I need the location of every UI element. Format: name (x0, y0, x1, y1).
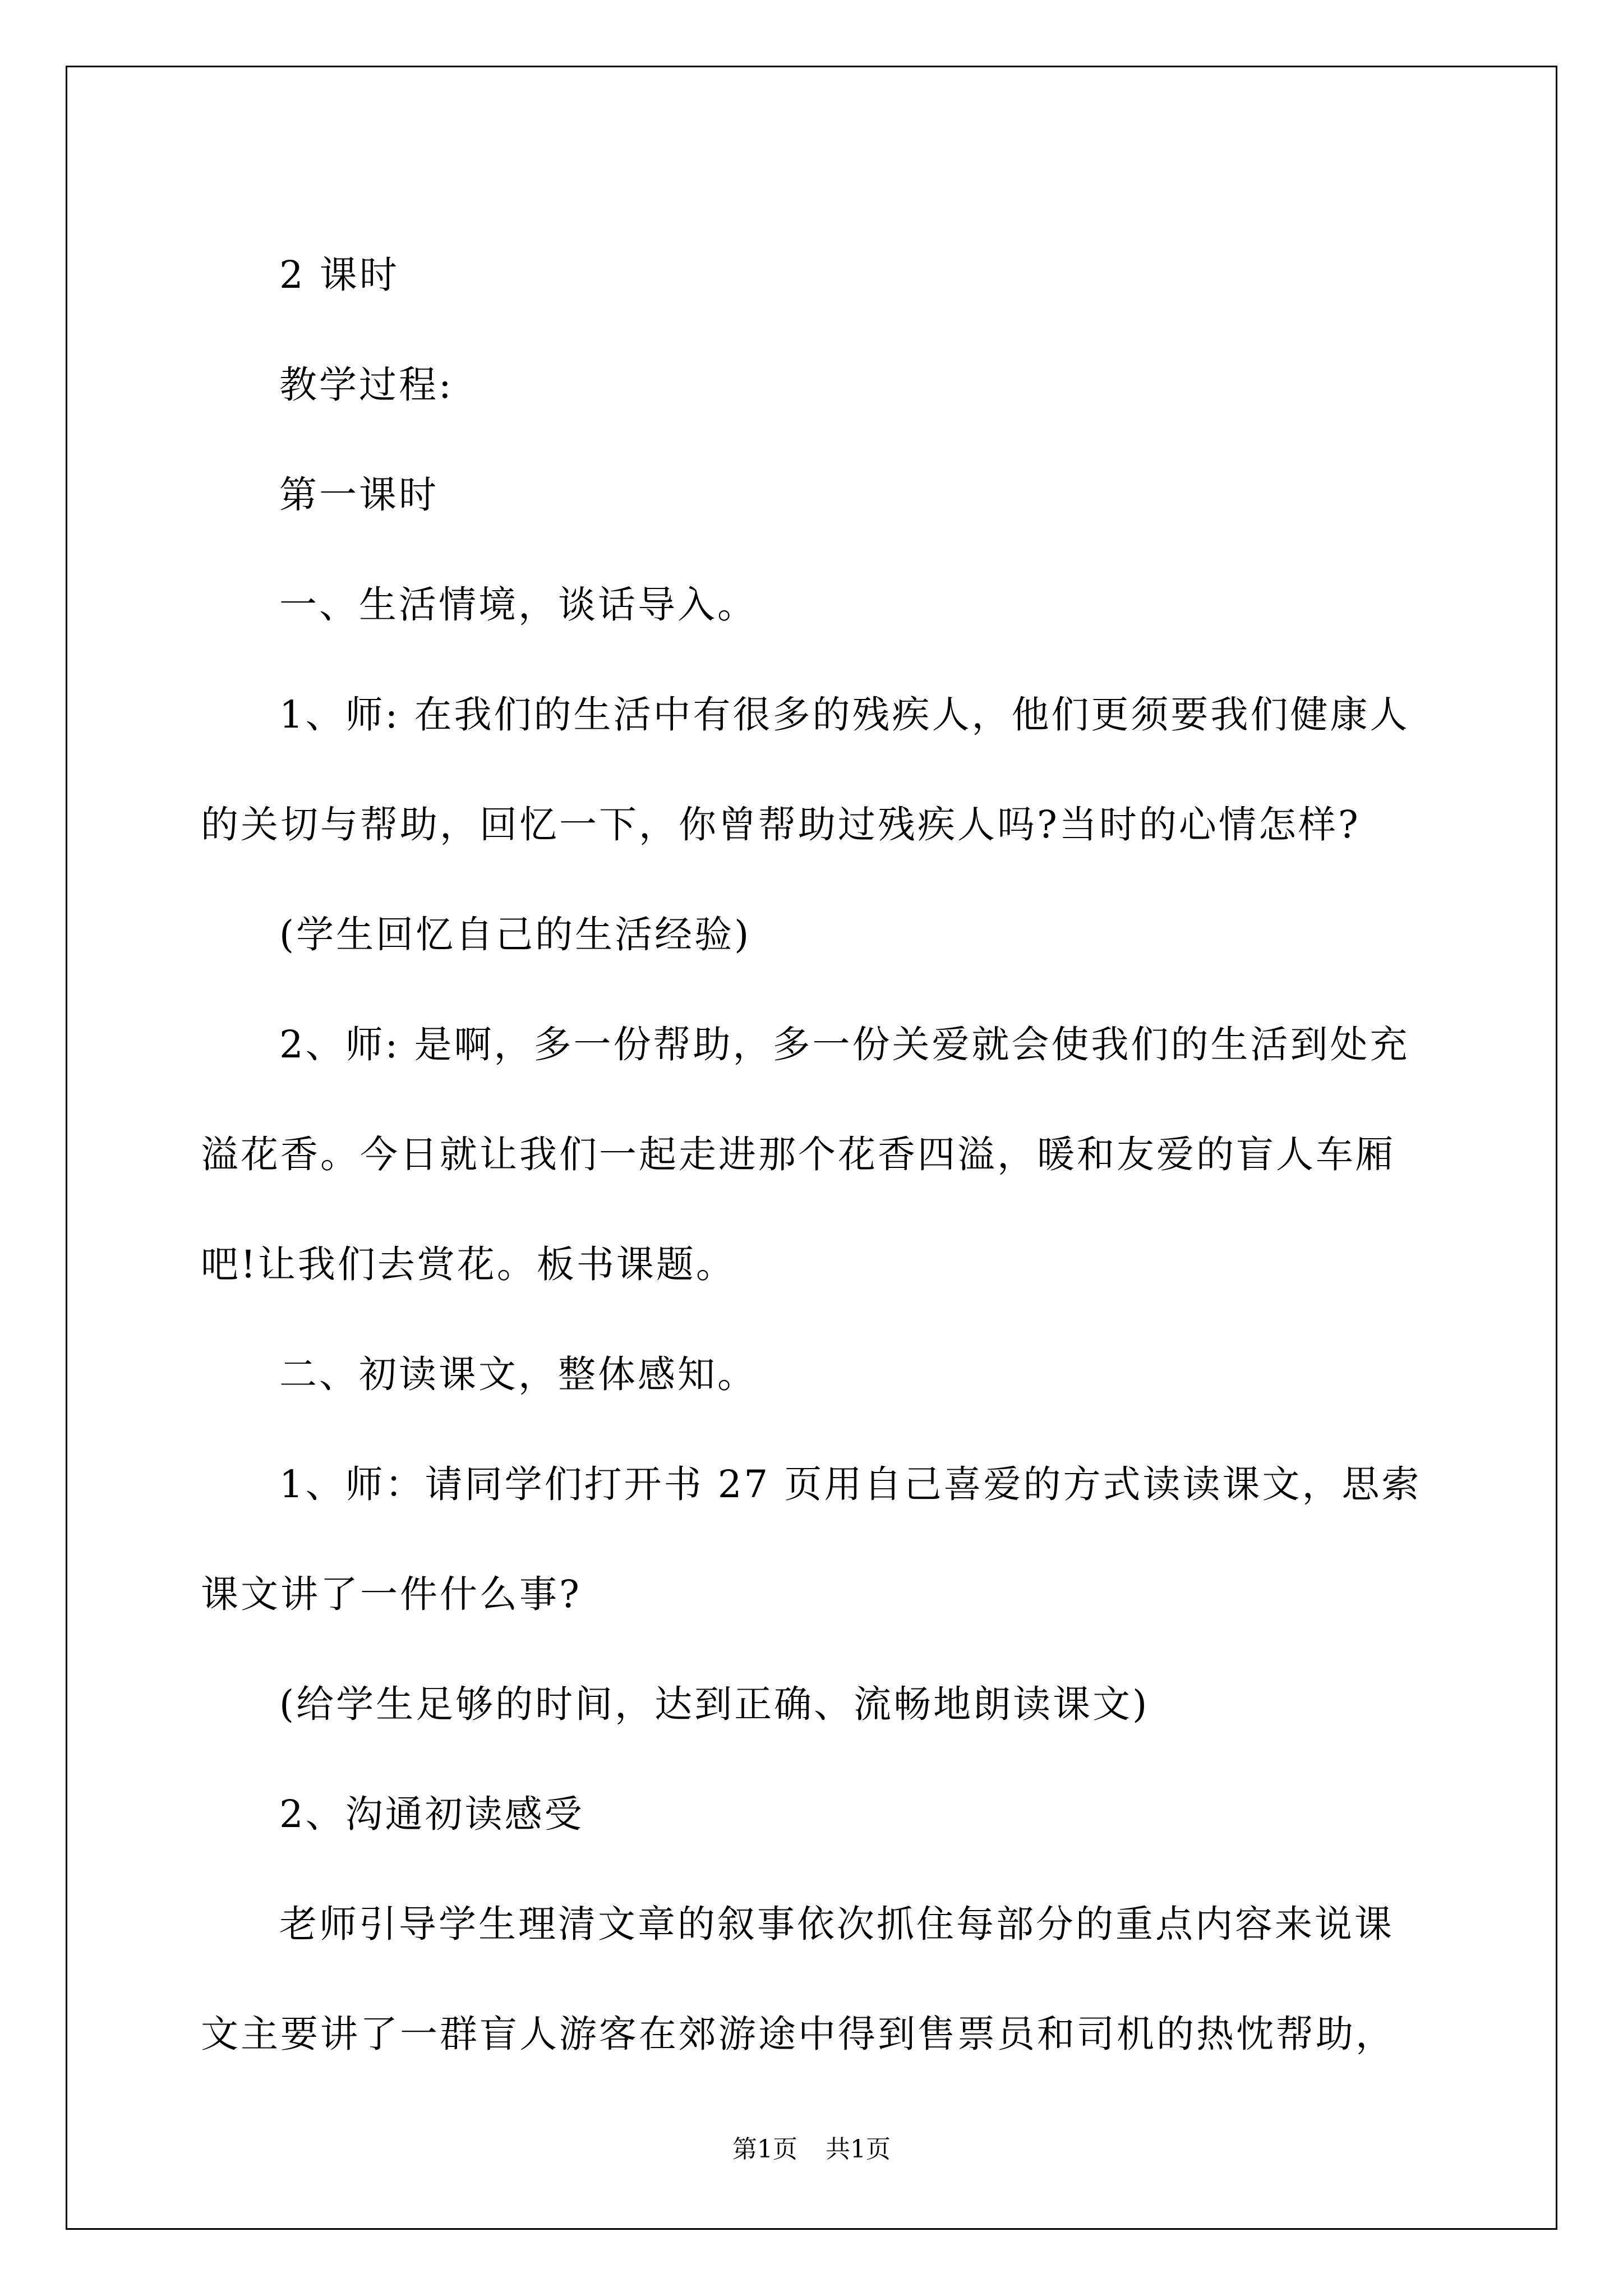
page-footer (0, 2133, 1623, 2166)
page-number-total: 共1页 (826, 2135, 891, 2164)
paragraph: 二、初读课文，整体感知。 (279, 1352, 757, 1396)
paragraph: 2、师: 是啊，多一份帮助，多一份关爱就会使我们的生活到处充溢花香。今日就让我们一起走进那个花香四溢，暖和友爱的盲人车厢吧!让我们去赏花。板书课题。 (201, 1023, 1410, 1286)
paragraph: 1、师: 在我们的生活中有很多的残疾人，他们更须要我们健康人的关切与帮助，回忆一下，你曾帮助过残疾人吗?当时的心情怎样? (201, 693, 1410, 846)
paragraph: 2、沟通初读感受 (279, 1792, 584, 1836)
paragraph: 2 课时 (279, 253, 399, 297)
paragraph: 一、生活情境，谈话导入。 (279, 583, 757, 627)
paragraph: 1、师：请同学们打开书 27 页用自己喜爱的方式读读课文，思索课文讲了一件什么事? (201, 1462, 1422, 1616)
paragraph: 第一课时 (279, 473, 439, 517)
paragraph: (给学生足够的时间，达到正确、流畅地朗读课文) (279, 1682, 1150, 1726)
paragraph: 老师引导学生理清文章的叙事依次抓住每部分的重点内容来说课文主要讲了一群盲人游客在郊游途中得到售票员和司机的热忱帮助， (201, 1902, 1395, 2056)
page-number-current: 第1页 (732, 2135, 797, 2164)
paragraph: 教学过程: (279, 363, 454, 407)
paragraph: (学生回忆自己的生活经验) (279, 913, 751, 956)
document-body (201, 220, 1429, 2089)
